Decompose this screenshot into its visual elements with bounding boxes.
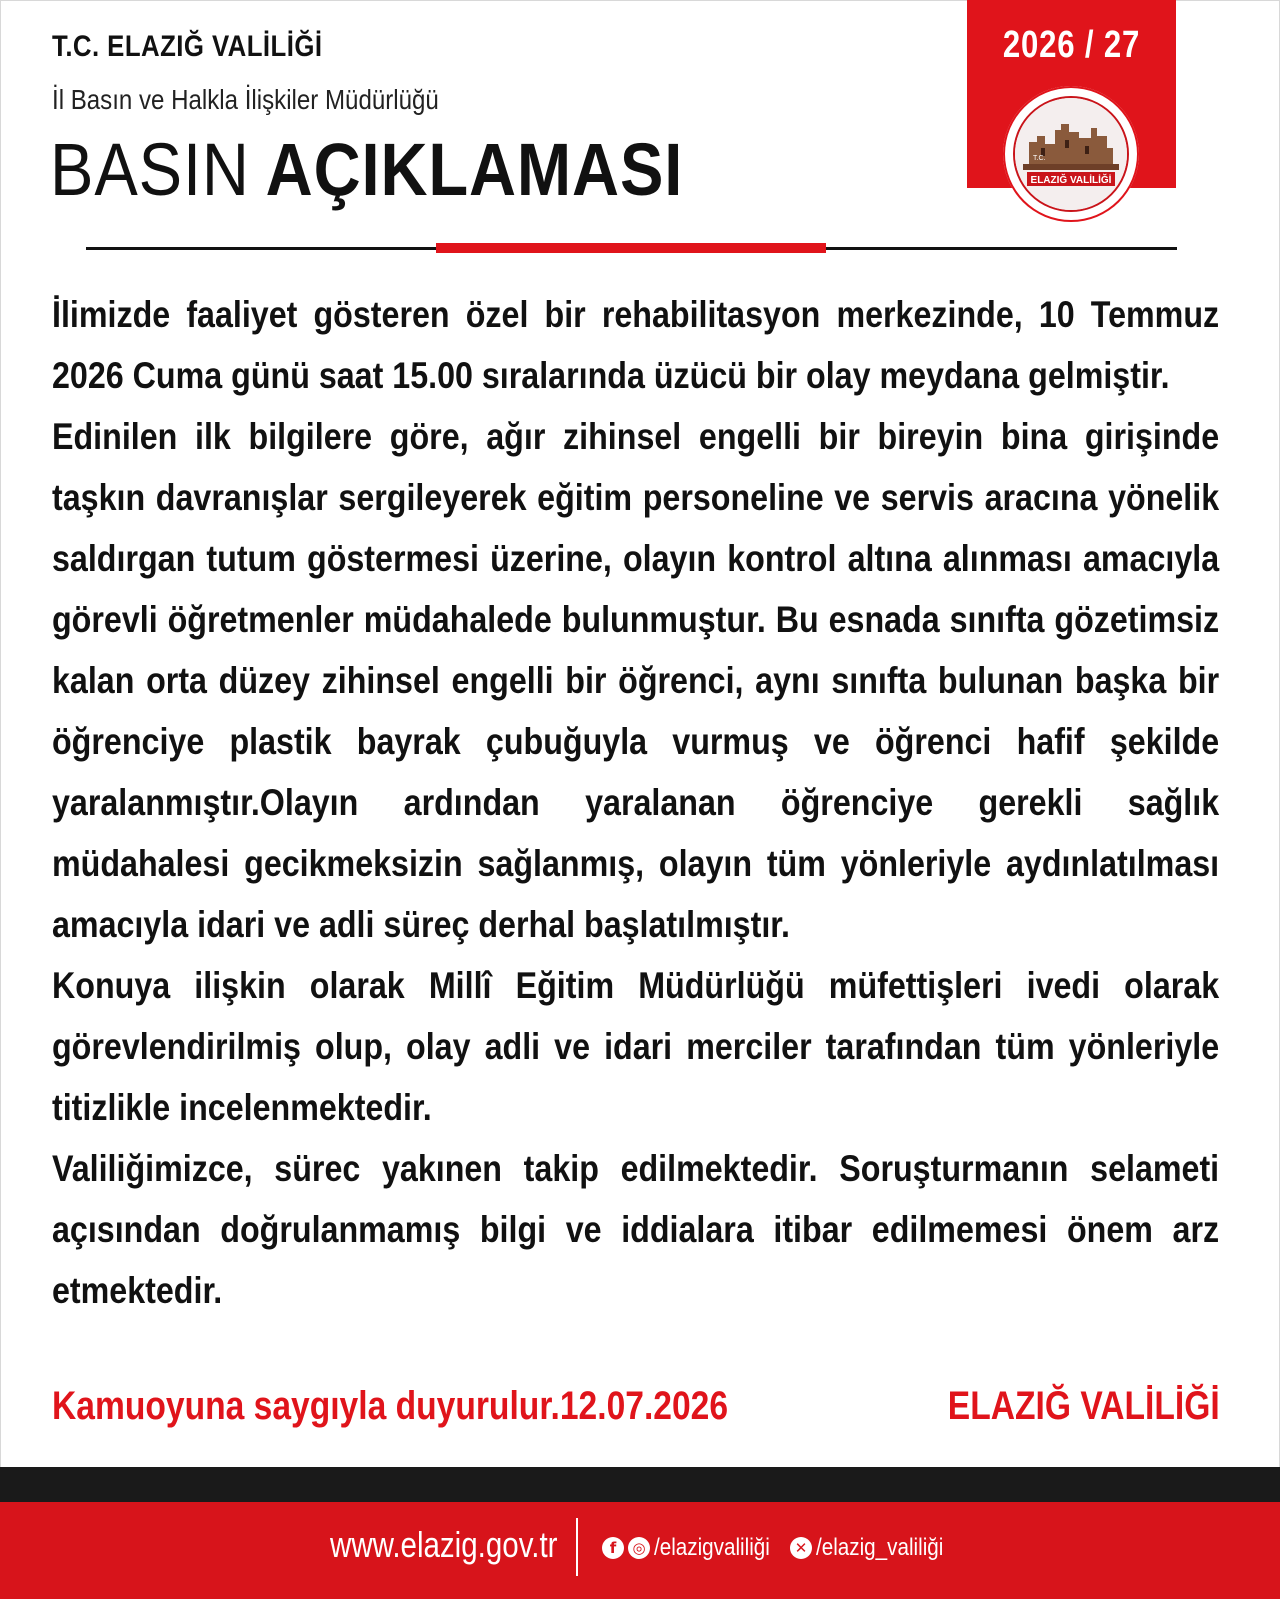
castle-emblem-icon <box>1015 98 1127 210</box>
header-divider-accent <box>436 243 826 253</box>
statement-body <box>52 284 1219 1321</box>
title-bold: AÇIKLAMASI <box>265 128 684 211</box>
footer-separator <box>576 1518 578 1576</box>
document-title <box>50 130 683 210</box>
paragraph-incident: İlimizde faaliyet gösteren özel bir rehabilitasyon merkezinde, 10 Temmuz 2026 Cuma günü saat 15.00 sıralarında üzücü bir olay meydana gelmiştir. <box>52 294 1220 396</box>
social-handle: /elazig_valiliği <box>816 1534 944 1561</box>
seal-prefix: T.C. <box>1033 155 1046 162</box>
closing-announcement: Kamuoyuna saygıyla duyurulur.12.07.2026 <box>52 1384 729 1428</box>
department-name: İl Basın ve Halkla İlişkiler Müdürlüğü <box>52 84 439 115</box>
closing-signature: ELAZIĞ VALİLİĞİ <box>948 1384 1220 1428</box>
website-link[interactable]: www.elazig.gov.tr <box>330 1524 558 1565</box>
title-light: BASIN <box>50 128 250 211</box>
x-icon: ✕ <box>790 1537 812 1559</box>
announcement-number: 2026 / 27 <box>1002 24 1141 66</box>
social-link-x[interactable] <box>790 1536 964 1560</box>
social-handle: /elazigvaliliği <box>654 1534 770 1561</box>
organization-name: T.C. ELAZIĞ VALİLİĞİ <box>52 30 323 63</box>
facebook-icon: f <box>602 1537 624 1559</box>
seal-emblem <box>1013 96 1129 212</box>
instagram-icon: ◎ <box>628 1537 650 1559</box>
paragraph-investigation: Konuya ilişkin olarak Millî Eğitim Müdürlüğü müfettişleri ivedi olarak görevlendirilmiş olup, olay adli ve idari merciler tarafından tüm yönleriyle titizlikle incelenmektedir. <box>52 965 1220 1128</box>
governorship-seal <box>1003 86 1139 222</box>
social-link-facebook-instagram[interactable] <box>602 1536 789 1560</box>
paragraph-notice: Valiliğimizce, sürec yakınen takip edilmektedir. Soruşturmanın selameti açısından doğrulanmamış bilgi ve iddialara itibar edilmemesi önem arz etmektedir. <box>52 1148 1220 1311</box>
seal-label: ELAZIĞ VALİLİĞİ <box>1030 175 1112 186</box>
footer-black-band <box>0 1467 1280 1502</box>
paragraph-details: Edinilen ilk bilgilere göre, ağır zihinsel engelli bir bireyin bina girişinde taşkın davranışlar sergileyerek eğitim personeline ve servis aracına yönelik saldırgan tutum göstermesi üzerine, olayın kontrol altına alınması amacıyla görevli öğretmenler müdahalede bulunmuştur. Bu esnada sınıfta gözetimsiz kalan orta düzey zihinsel engelli bir öğrenci, aynı sınıfta bulunan başka bir öğrenciye plastik bayrak çubuğuyla vurmuş ve öğrenci hafif şekilde yaralanmıştır.Olayın ardından yaralanan öğrenciye gerekli sağlık müdahalesi gecikmeksizin sağlanmış, olayın tüm yönleriyle aydınlatılması amacıyla idari ve adli süreç derhal başlatılmıştır. <box>52 416 1220 945</box>
